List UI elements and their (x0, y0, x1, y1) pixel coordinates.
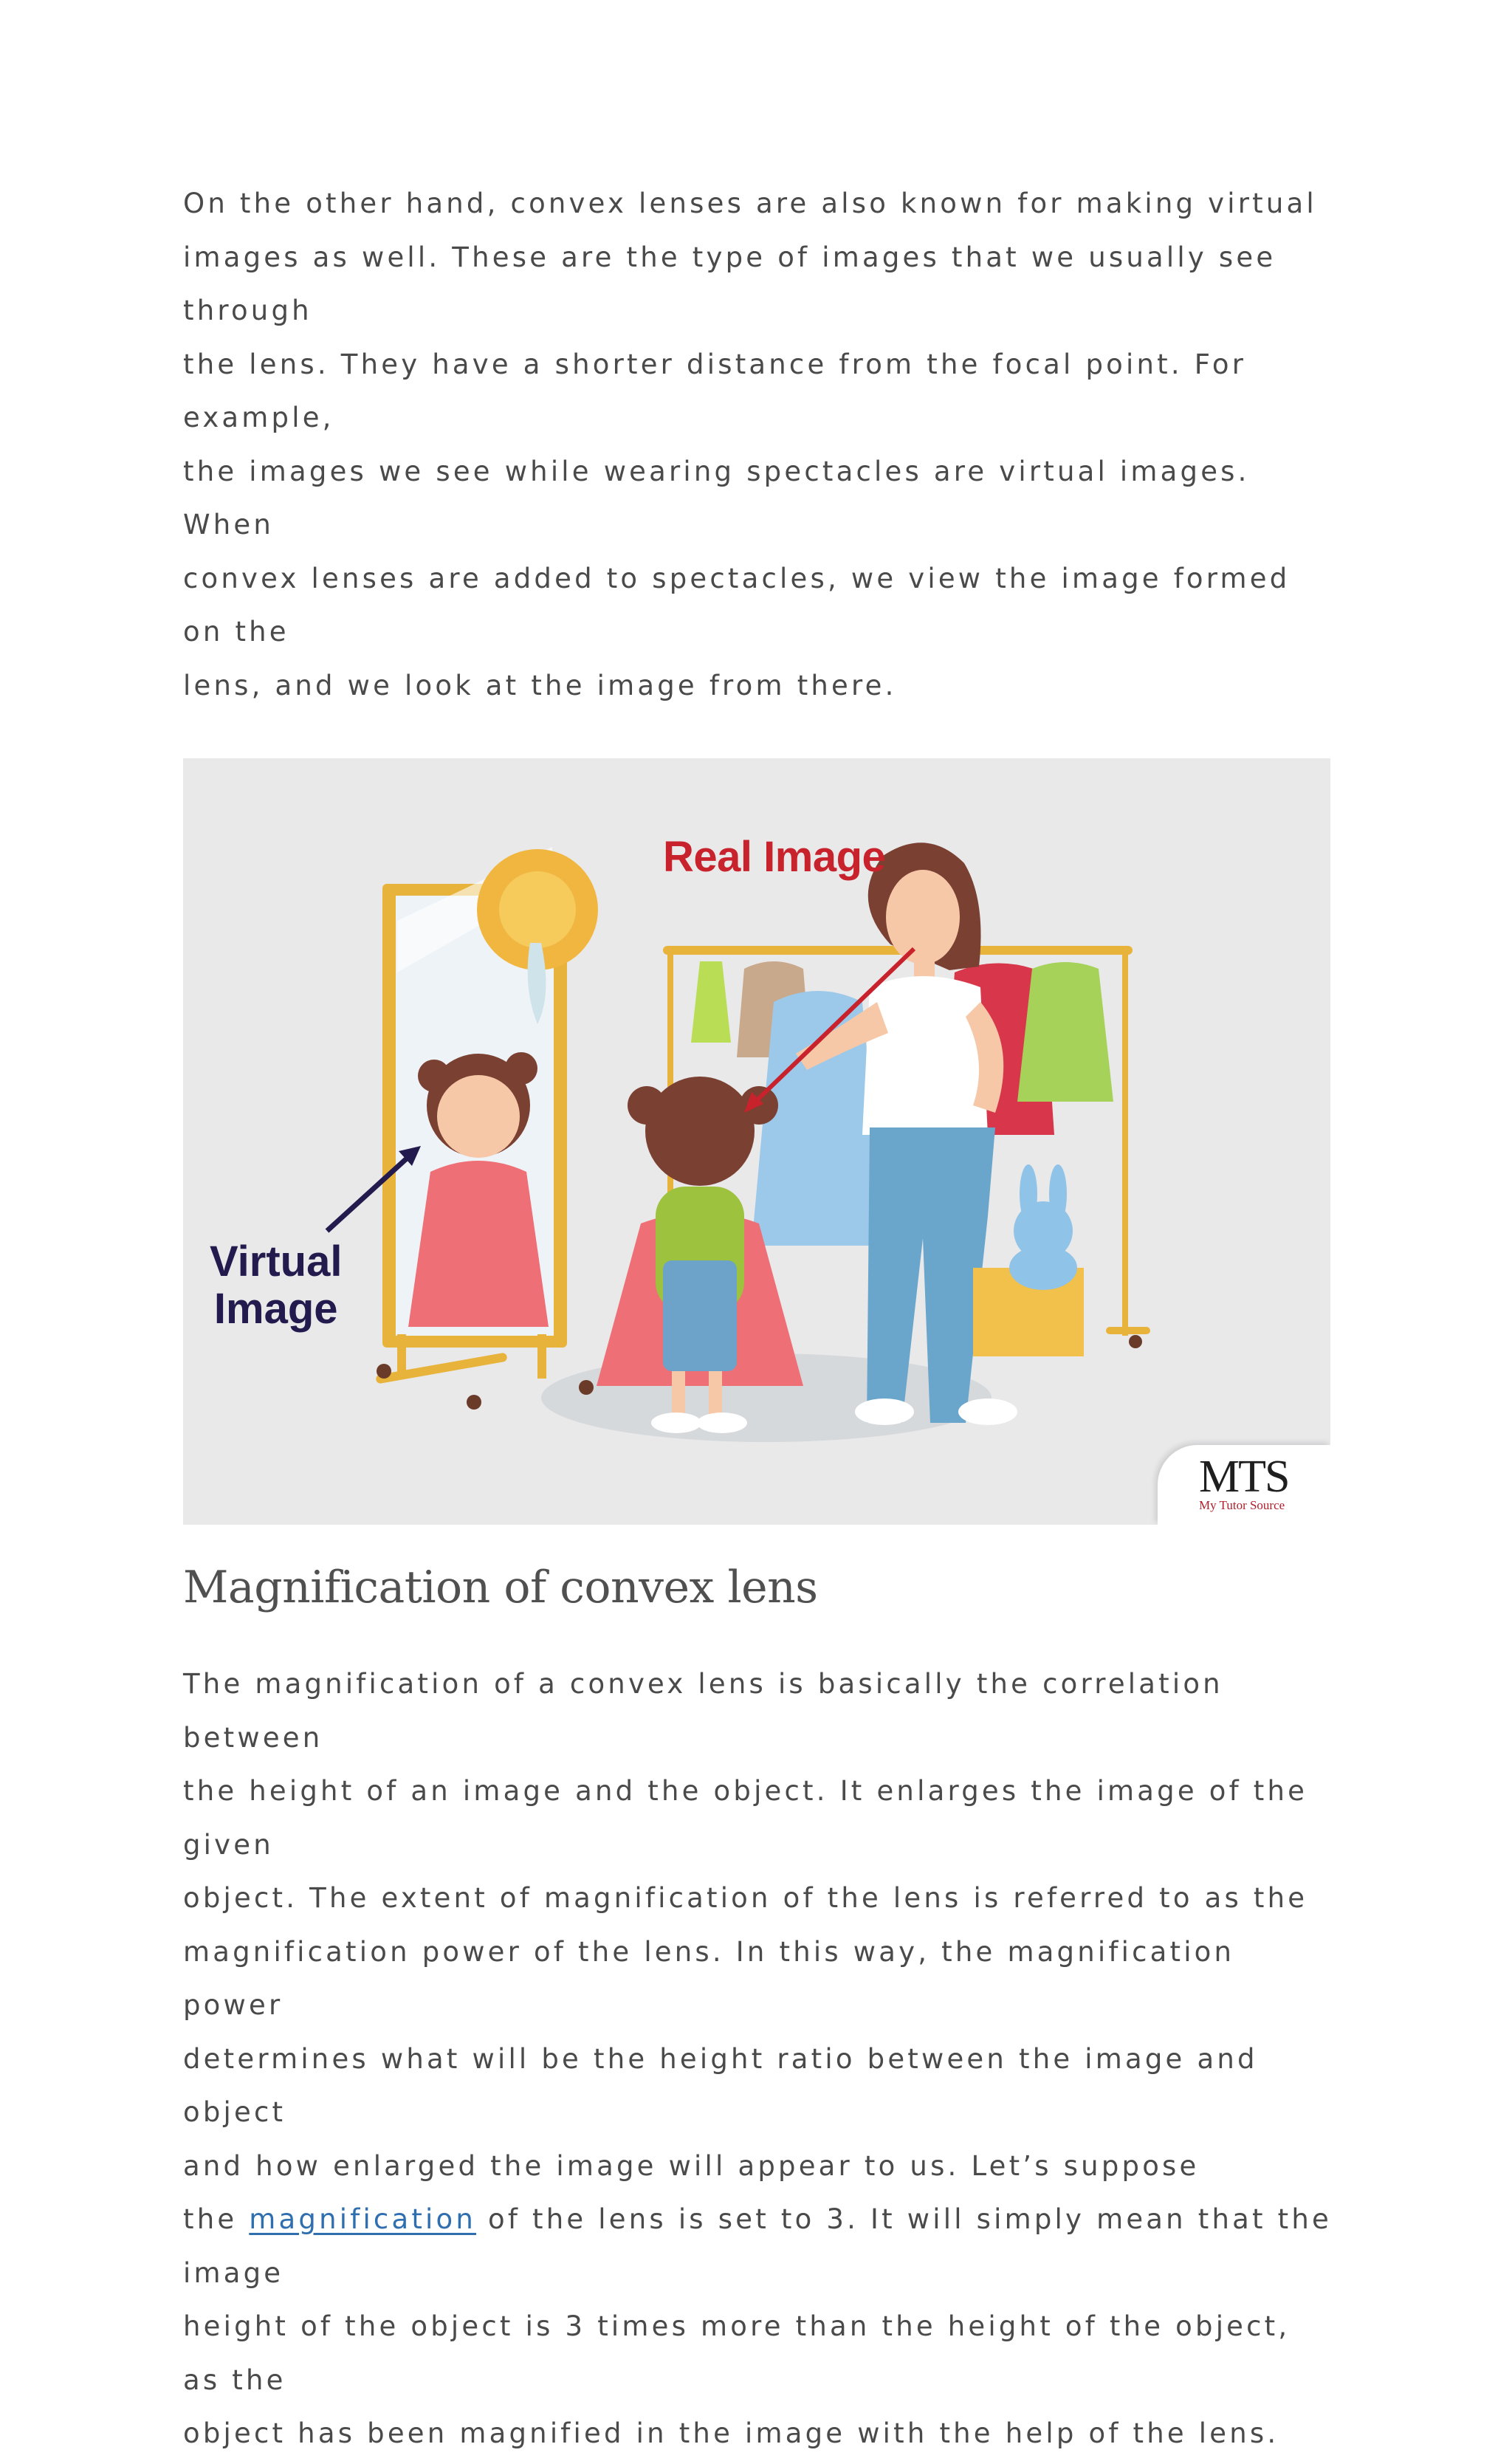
logo-mark: MTS (1199, 1452, 1289, 1502)
text-line: the images we see while wearing spectacles are virtual images. When (183, 455, 1250, 540)
virtual-image-label (210, 1238, 342, 1333)
text-line: height of the object is 3 times more than the height of the object, as the (183, 2310, 1291, 2396)
text-line: lens, and we look at the image from there. (183, 669, 897, 701)
text-line: images as well. These are the type of images that we usually see through (183, 241, 1276, 326)
intro-paragraph (183, 177, 1332, 713)
text-line-prefix: the (183, 2203, 250, 2235)
text-line: the lens. They have a shorter distance from the focal point. For example, (183, 348, 1247, 433)
logo-text: My Tutor Source (1199, 1498, 1285, 1512)
text-line: determines what will be the height ratio between the image and object (183, 2042, 1258, 2128)
text-line-suffix: of the lens is set to 3. It will simply mean that the image (183, 2203, 1333, 2289)
text-line: the height of an image and the object. It enlarges the image of the given (183, 1775, 1308, 1861)
real-image-label: Real Image (663, 833, 886, 881)
section-heading: Magnification of convex lens (183, 1562, 818, 1613)
text-line: magnification power of the lens. In this way, the magnification power (183, 1935, 1235, 2021)
text-line: convex lenses are added to spectacles, we view the image formed on the (183, 562, 1291, 648)
magnification-link[interactable]: magnification (249, 2203, 477, 2235)
girl-reflection (408, 1052, 549, 1327)
text-line: object has been magnified in the image with the help of the lens. (183, 2417, 1279, 2449)
text-line: and how enlarged the image will appear to us. Let’s suppose (183, 2149, 1200, 2182)
virtual-label-line-2: Image (213, 1285, 338, 1333)
article-body (183, 177, 1332, 2461)
text-line: On the other hand, convex lenses are also known for making virtual (183, 188, 1317, 219)
text-line: object. The extent of magnification of the lens is referred to as the (183, 1882, 1308, 1914)
text-line: The magnification of a convex lens is basically the correlation between (183, 1668, 1223, 1754)
virtual-label-line-1: Virtual (210, 1238, 343, 1286)
magnification-paragraph (183, 1658, 1332, 2461)
real-virtual-image-illustration (183, 758, 1330, 1525)
brand-logo (1158, 1445, 1330, 1525)
